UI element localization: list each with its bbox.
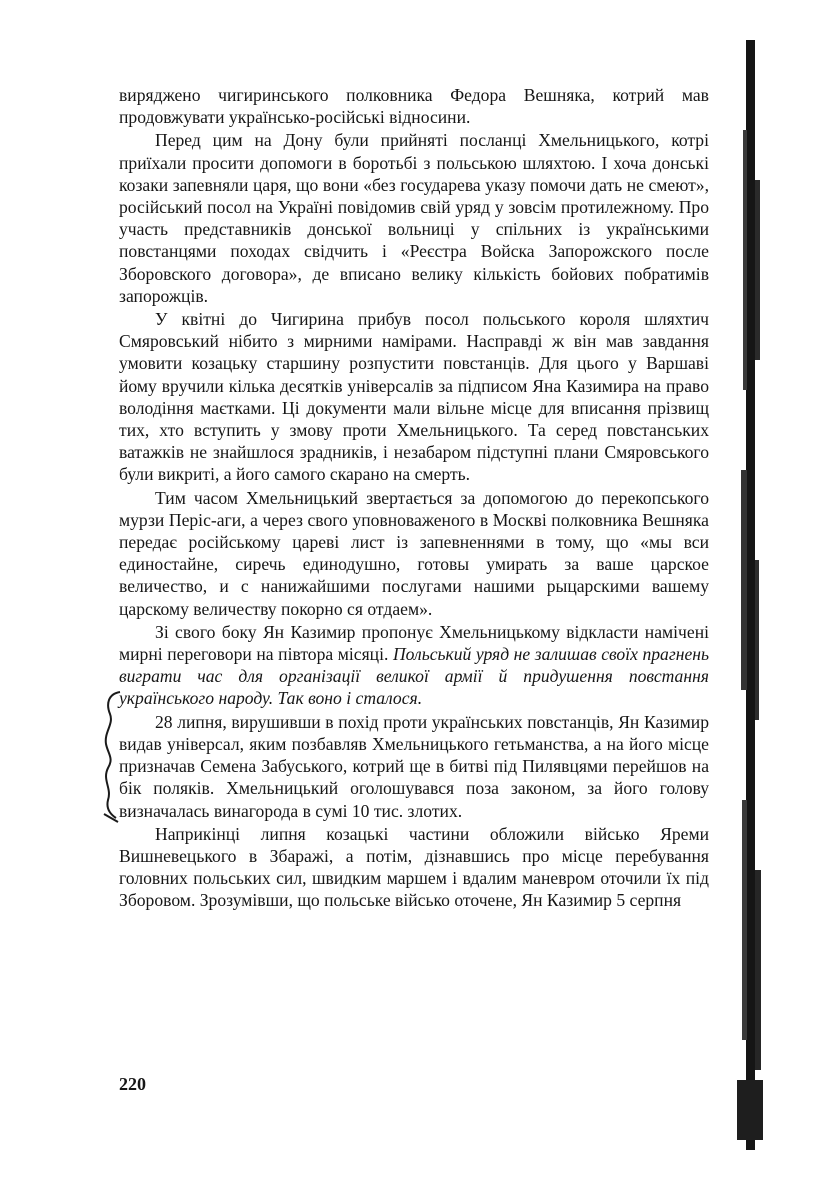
paragraph-5-text: Зі свого боку Ян Казимир пропонує Хмельницькому відкласти намічені мирні переговори на півтора місяці. bbox=[119, 621, 709, 665]
paragraph-3: У квітні до Чигирина прибув посол польського короля шляхтич Смяровський нібито з мирними намірами. Насправді ж він мав завдання умовити козацьку старшину розпустити повстанців. Для цього у Варшаві йому вручили кілька десятків універсалів за підписом Яна Казимира на право володіння маєтками. Ці документи мали вільне місце для вписання прізвищ тих, хто вступить у змову проти Хмельницького. Та серед повстанських ватажків не знайшлося зрадників, і незабаром підступні плани Смяровського були викриті, а його самого скарано на смерть. bbox=[119, 309, 709, 485]
body-text bbox=[119, 84, 709, 912]
paragraph-7: Наприкінці липня козацькі частини обложили військо Яреми Вишневецького в Збаражі, а потім, дізнавшись про місце перебування головних польських сил, швидким маршем і вдалим маневром оточили їх під Зборовом. Зрозумівши, що польське військо оточене, Ян Казимир 5 серпня bbox=[119, 823, 709, 911]
paragraph-4: Тим часом Хмельницький звертається за допомогою до перекопського мурзи Періс-аги, а через свого уповноваженого в Москві полковника Вешняка передає російському цареві лист із запевненнями в тому, що «мы вси единостайне, сиречь единодушно, готовы умирать за ваше царское величество, и с нанижайшими послугами нашими рыцарскими вашему царскому величеству покорно ся отдаем». bbox=[119, 487, 709, 619]
margin-brace-mark bbox=[100, 688, 124, 828]
paragraph-2: Перед цим на Дону були прийняті посланці Хмельницького, котрі приїхали просити допомоги в боротьбі з польською шляхтою. І хоча донські козаки запевняли царя, що вони «без государева указу помочи дать не смеют», російський посол на Україні повідомив свій уряд у зовсім протилежному. Про участь представників донської вольниці у спільних із українськими повстанцями походах свідчить і «Реєстра Войска Запорожского после Зборовского договора», де вписано велику кількість бойових побратимів запорожців. bbox=[119, 130, 709, 306]
paragraph-1: виряджено чигиринського полковника Федора Вешняка, котрий мав продовжувати українсько-російські відносини. bbox=[119, 85, 709, 128]
paragraph-6: 28 липня, вирушивши в похід проти українських повстанців, Ян Казимир видав універсал, яким позбавляв Хмельницького гетьманства, а на його місце призначав Семена Забуського, котрий ще в битві під Пилявцями перейшов на бік поляків. Хмельницький оголошувався поза законом, за його голову визначалась винагорода в сумі 10 тис. злотих. bbox=[119, 711, 709, 821]
page-number: 220 bbox=[119, 1074, 146, 1094]
paragraph-5-italic-text: Польський уряд не залишав своїх прагнень виграти час для організації великої армії й придушення повстання українського народу. Так воно і сталося. bbox=[119, 644, 709, 709]
page-edge-shadow bbox=[733, 40, 767, 1150]
paragraph-5 bbox=[119, 621, 709, 710]
